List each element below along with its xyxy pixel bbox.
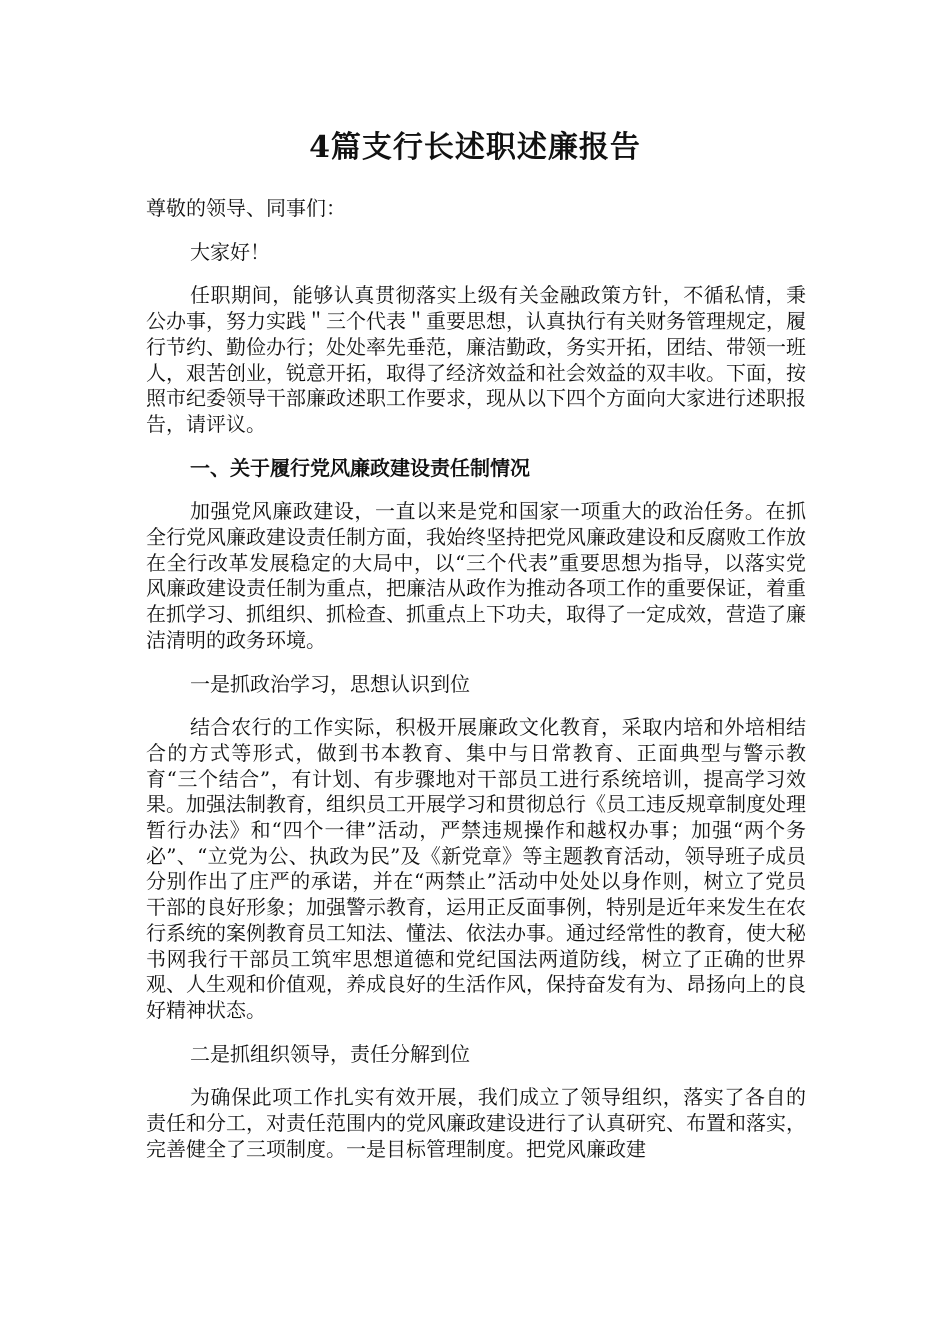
subheading-organization: 二是抓组织领导，责任分解到位 (190, 1041, 470, 1066)
paragraph-political-study: 结合农行的工作实际，积极开展廉政文化教育，采取内培和外培相结合的方式等形式，做到书本教育、集中与日常教育、正面典型与警示教育“三个结合”，有计划、有步骤地对干部员工进行系统培训，提高学习效果。加强法制教育，组织员工开展学习和贯彻总行《员工违反规章制度处理暂行办法》和“四个一律”活动，严禁违规操作和越权办事；加强“两个务必”、“立党为公、执政为民”及《新党章》等主题教育活动，领导班子成员分别作出了庄严的承诺，并在“两禁止”活动中处处以身作则，树立了党员干部的良好形象；加强警示教育，运用正反面事例，特别是近年来发生在农行系统的案例教育员工知法、懂法、依法办事。通过经常性的教育，使大秘书网我行干部员工筑牢思想道德和党纪国法两道防线，树立了正确的世界观、人生观和价值观，养成良好的生活作风，保持奋发有为、昂扬向上的良好精神状态。 (146, 715, 806, 1022)
paragraph-section-1: 加强党风廉政建设，一直以来是党和国家一项重大的政治任务。在抓全行党风廉政建设责任制方面，我始终坚持把党风廉政建设和反腐败工作放在全行改革发展稳定的大局中，以“三个代表”重要思想为指导，以落实党风廉政建设责任制为重点，把廉洁从政作为推动各项工作的重要保证，着重在抓学习、抓组织、抓检查、抓重点上下功夫，取得了一定成效，营造了廉洁清明的政务环境。 (146, 499, 806, 652)
subheading-political-study: 一是抓政治学习，思想认识到位 (190, 671, 470, 696)
document-title: 4篇支行长述职述廉报告 (309, 130, 641, 165)
salutation: 尊敬的领导、同事们： (146, 196, 346, 220)
document-body (146, 196, 806, 1181)
section-heading-1: 一、关于履行党风廉政建设责任制情况 (190, 455, 530, 480)
paragraph-organization: 为确保此项工作扎实有效开展，我们成立了领导组织，落实了各自的责任和分工，对责任范围内的党风廉政建设进行了认真研究、布置和落实，完善健全了三项制度。一是目标管理制度。把党风廉政建 (146, 1085, 806, 1161)
paragraph-intro: 任职期间，能够认真贯彻落实上级有关金融政策方针，不循私情，秉公办事，努力实践＂三个代表＂重要思想，认真执行有关财务管理规定，履行节约、勤俭办行；处处率先垂范，廉洁勤政，务实开拓，团结、带领一班人，艰苦创业，锐意开拓，取得了经济效益和社会效益的双丰收。下面，按照市纪委领导干部廉政述职工作要求，现从以下四个方面向大家进行述职报告，请评议。 (146, 283, 806, 436)
greeting: 大家好！ (190, 239, 270, 264)
